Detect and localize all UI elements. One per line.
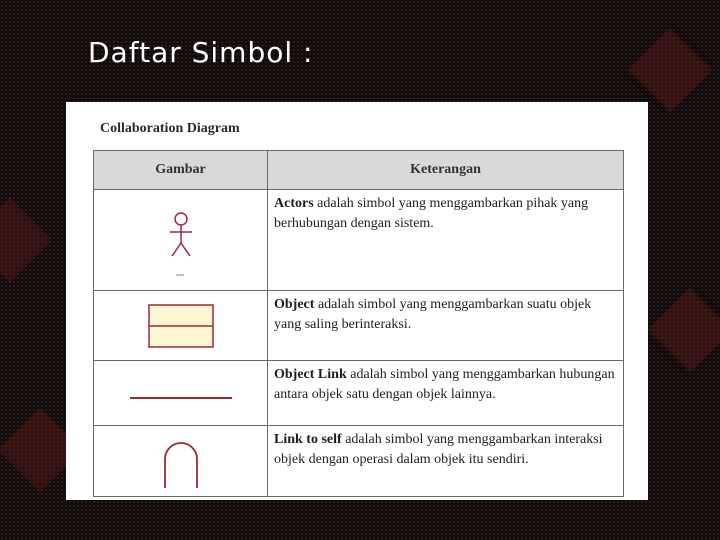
description-cell: [268, 190, 624, 291]
content-panel: [66, 102, 648, 500]
description-cell: [268, 426, 624, 497]
column-header-gambar: Gambar: [94, 151, 268, 190]
symbol-cell: [94, 426, 268, 497]
background-decoration: [0, 198, 52, 283]
table-header-row: [94, 151, 624, 190]
table-row: [94, 190, 624, 291]
symbol-term: Actors: [274, 196, 314, 211]
description-cell: [268, 361, 624, 426]
column-header-keterangan: Keterangan: [268, 151, 624, 190]
table-row: [94, 361, 624, 426]
symbol-term: Object Link: [274, 367, 347, 382]
self-link-arc-icon: [161, 439, 201, 489]
description-cell: [268, 291, 624, 361]
object-box-icon: [148, 304, 214, 348]
symbol-cell: [94, 190, 268, 291]
symbol-cell: [94, 361, 268, 426]
object-link-line-icon: [129, 393, 233, 403]
actor-caption: actor: [176, 271, 185, 277]
symbol-description: adalah simbol yang menggambarkan suatu objek yang saling berinteraksi.: [274, 297, 592, 332]
table-row: [94, 426, 624, 497]
symbol-cell: [94, 291, 268, 361]
symbol-term: Link to self: [274, 432, 342, 447]
table-row: [94, 291, 624, 361]
symbol-table: [93, 150, 624, 497]
symbol-description: adalah simbol yang menggambarkan interaksi objek dengan operasi dalam objek itu sendiri.: [274, 432, 603, 467]
symbol-term: Object: [274, 297, 315, 312]
slide-title: Daftar Simbol :: [88, 36, 314, 69]
background-decoration: [648, 288, 720, 373]
actor-icon: [161, 210, 201, 272]
background-decoration: [628, 28, 713, 113]
symbol-description: adalah simbol yang menggambarkan hubungan antara objek satu dengan objek lainnya.: [274, 367, 615, 402]
diagram-heading: Collaboration Diagram: [100, 121, 240, 136]
symbol-description: adalah simbol yang menggambarkan pihak yang berhubungan dengan sistem.: [274, 196, 589, 231]
